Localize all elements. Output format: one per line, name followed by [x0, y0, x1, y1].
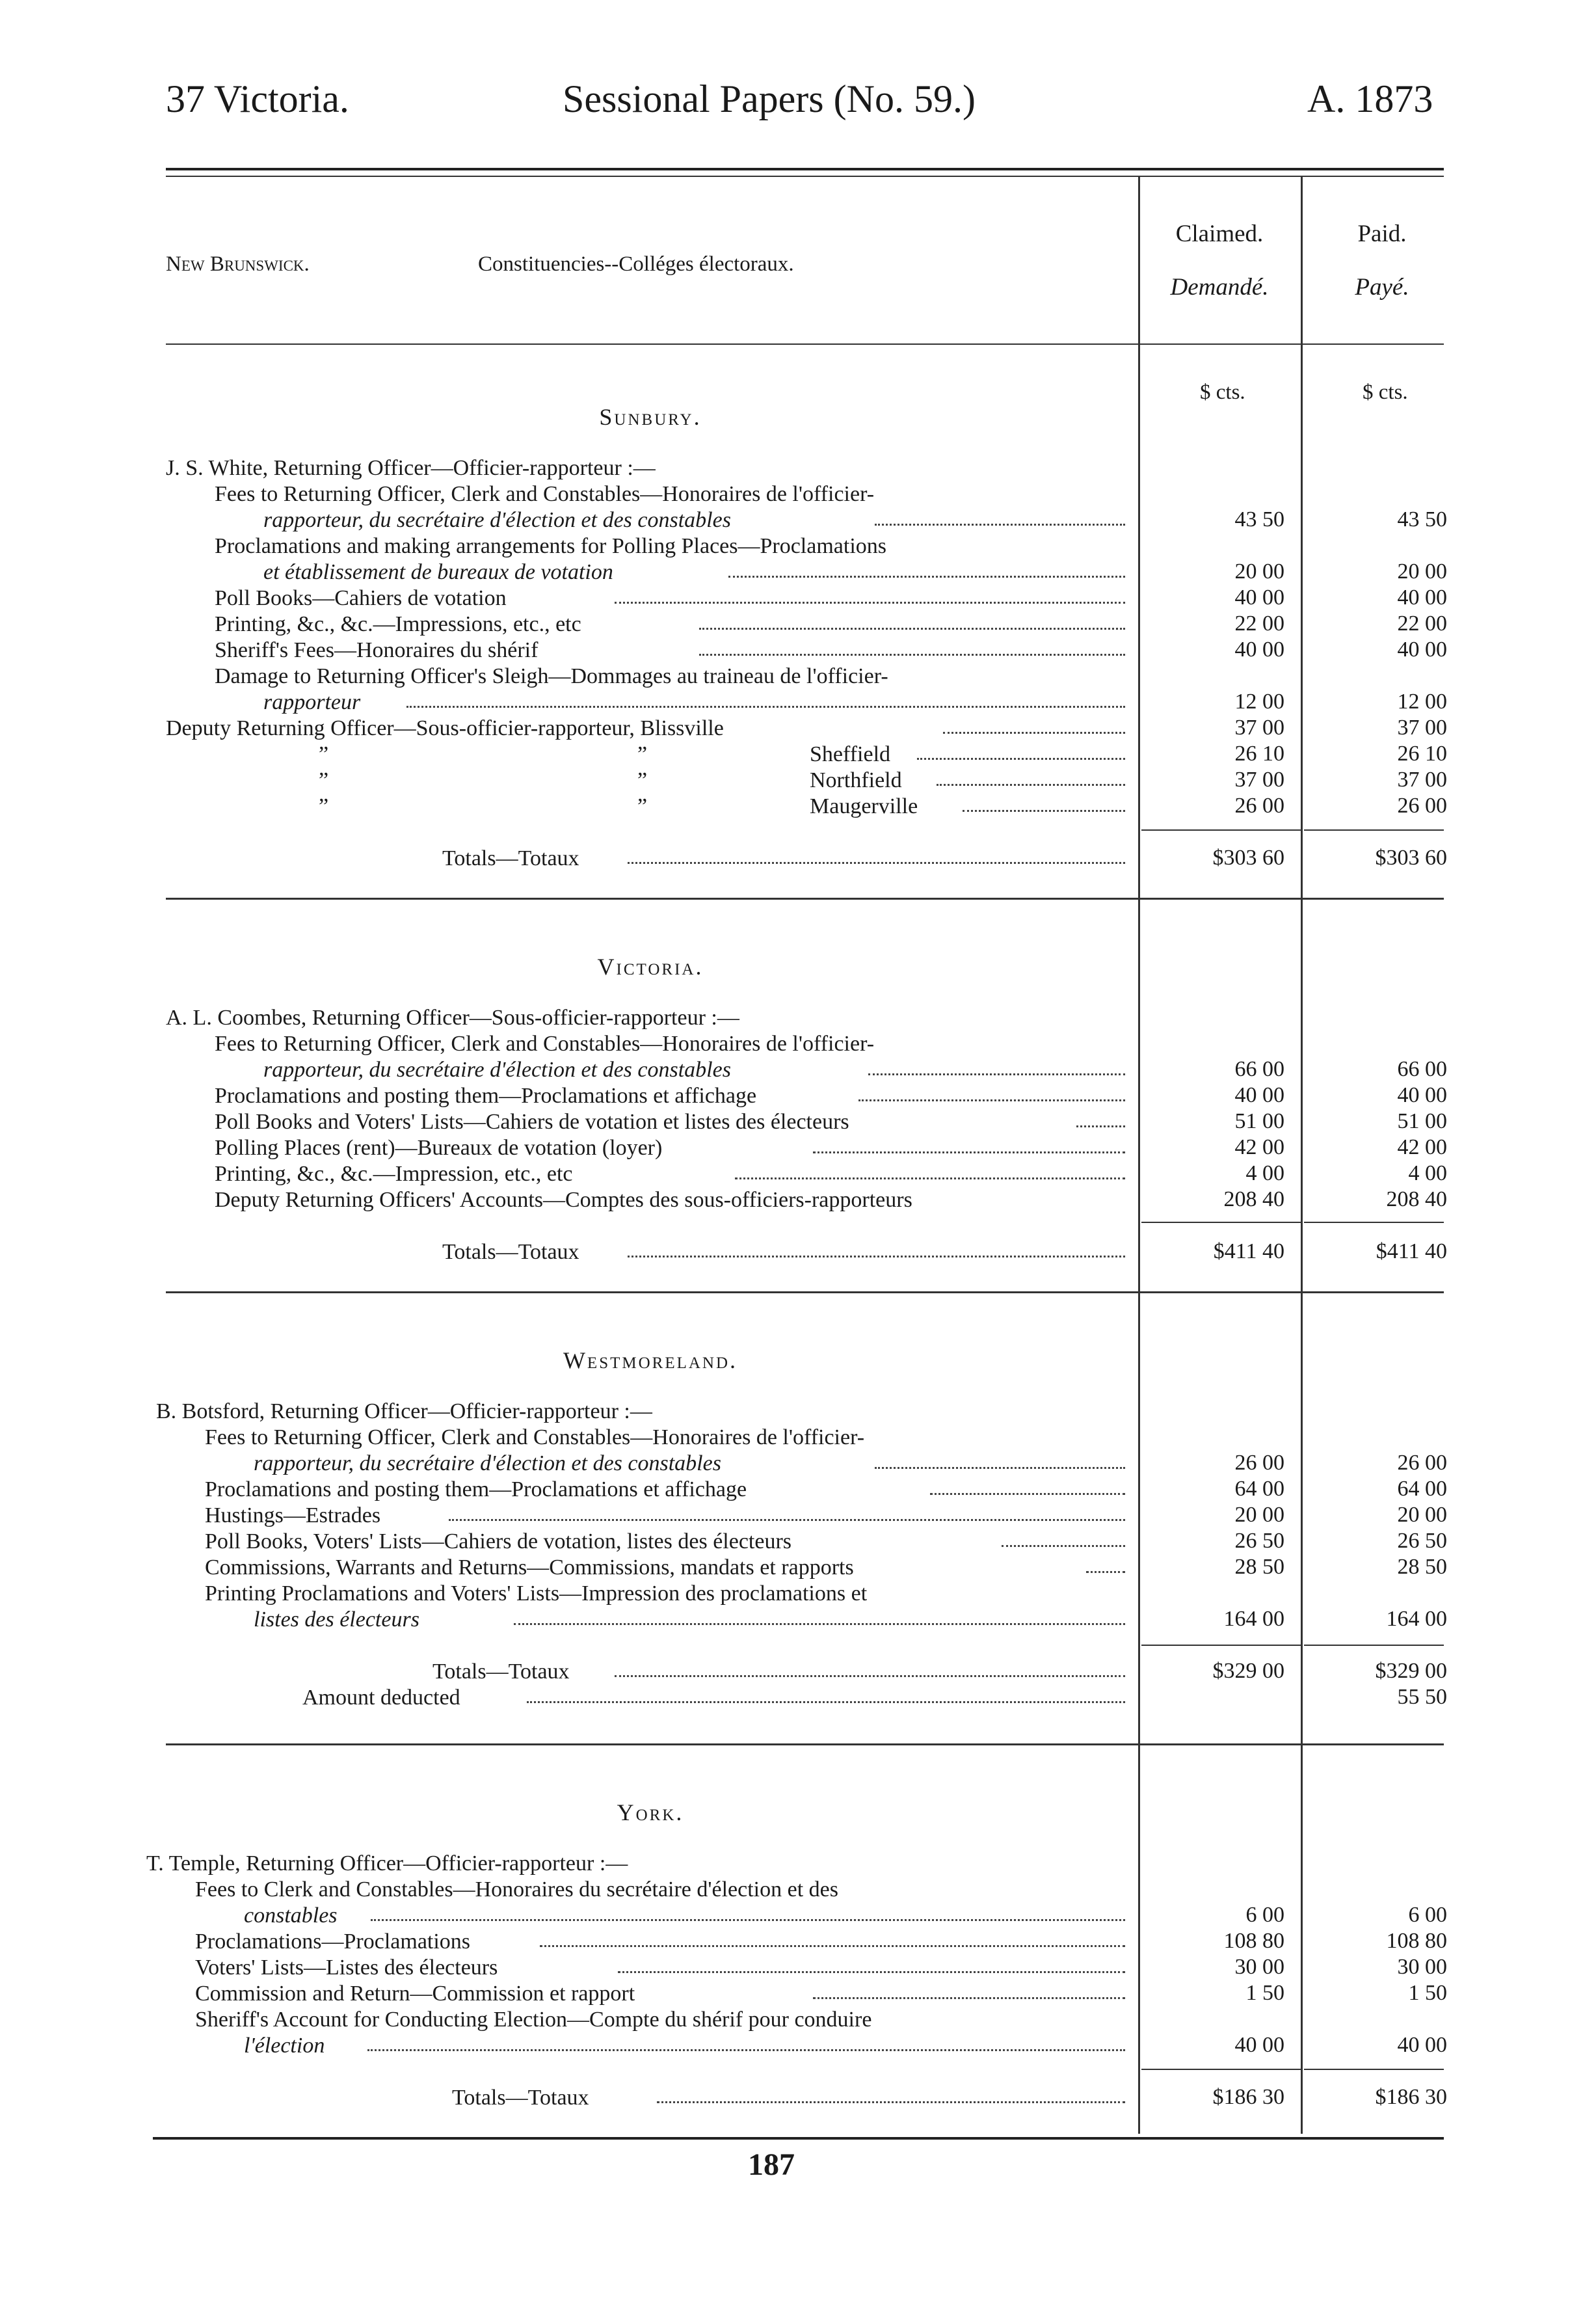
westmoreland-paid-2: 20 00: [1397, 1503, 1447, 1527]
sunbury-line-6b: rapporteur: [263, 690, 361, 714]
york-paid-0: 6 00: [1408, 1903, 1447, 1927]
col-divider-right: [1301, 176, 1303, 2134]
westmoreland-claimed-3: 26 50: [1234, 1529, 1284, 1553]
victoria-total-claimed: $411 40: [1213, 1239, 1284, 1263]
paid-heading-fr: Payé.: [1355, 274, 1409, 301]
leader-dots: [963, 810, 1125, 812]
leader-dots: [699, 628, 1125, 630]
leader-dots: [917, 758, 1125, 760]
york-line-1a: Fees to Clerk and Constables—Honoraires du secrétaire d'élection et des: [195, 1877, 838, 1902]
sum-rule: [1141, 2069, 1301, 2070]
currency-claimed: $ cts.: [1200, 381, 1245, 404]
sunbury-claimed-9: 26 00: [1234, 794, 1284, 818]
westmoreland-deducted-paid: 55 50: [1397, 1685, 1447, 1709]
victoria-paid-3: 42 00: [1397, 1135, 1447, 1159]
leader-dots: [1002, 1545, 1125, 1547]
section-title-york: York.: [617, 1799, 684, 1825]
york-line-1b: constables: [244, 1903, 338, 1928]
westmoreland-paid-1: 64 00: [1397, 1477, 1447, 1501]
york-claimed-0: 6 00: [1245, 1903, 1284, 1927]
victoria-claimed-3: 42 00: [1234, 1135, 1284, 1159]
victoria-line-2: Proclamations and posting them—Proclamations et affichage: [215, 1084, 757, 1108]
header-right: A. 1873: [1307, 77, 1433, 120]
westmoreland-total-paid: $329 00: [1375, 1659, 1447, 1683]
victoria-line-3: Poll Books and Voters' Lists—Cahiers de votation et listes des électeurs: [215, 1110, 849, 1134]
sunbury-totals-label: Totals—Totaux: [442, 846, 579, 870]
sum-rule: [1141, 829, 1301, 831]
section-rule: [166, 898, 1444, 900]
westmoreland-line-1b: rapporteur, du secrétaire d'élection et des constables: [254, 1451, 721, 1475]
victoria-line-1a: Fees to Returning Officer, Clerk and Constables—Honoraires de l'officier-: [215, 1032, 875, 1056]
sunbury-paid-0: 43 50: [1397, 507, 1447, 531]
victoria-line-4: Polling Places (rent)—Bureaux de votation (loyer): [215, 1136, 663, 1160]
sunbury-line-1b: rapporteur, du secrétaire d'élection et des constables: [263, 508, 731, 532]
sunbury-paid-1: 20 00: [1397, 559, 1447, 584]
leader-dots: [868, 1073, 1125, 1075]
section-rule: [166, 1743, 1444, 1745]
victoria-total-paid: $411 40: [1376, 1239, 1447, 1263]
victoria-line-1b: rapporteur, du secrétaire d'élection et des constables: [263, 1058, 731, 1082]
victoria-officer: A. L. Coombes, Returning Officer—Sous-officier-rapporteur :—: [166, 1006, 739, 1030]
westmoreland-line-1a: Fees to Returning Officer, Clerk and Constables—Honoraires de l'officier-: [205, 1425, 865, 1449]
sunbury-claimed-0: 43 50: [1234, 507, 1284, 531]
leader-dots: [371, 1919, 1125, 1921]
sum-rule: [1304, 829, 1444, 831]
top-rule-thin: [166, 176, 1444, 177]
victoria-paid-2: 51 00: [1397, 1109, 1447, 1133]
york-claimed-3: 1 50: [1245, 1981, 1284, 2005]
york-line-3: Voters' Lists—Listes des électeurs: [195, 1956, 498, 1980]
currency-paid: $ cts.: [1363, 381, 1408, 404]
victoria-paid-1: 40 00: [1397, 1083, 1447, 1107]
westmoreland-claimed-4: 28 50: [1234, 1555, 1284, 1579]
westmoreland-total-claimed: $329 00: [1212, 1659, 1284, 1683]
victoria-claimed-5: 208 40: [1223, 1187, 1284, 1211]
york-line-5b: l'élection: [244, 2034, 325, 2058]
leader-dots: [615, 602, 1125, 604]
sunbury-paid-2: 40 00: [1397, 585, 1447, 610]
top-rule: [166, 168, 1444, 170]
westmoreland-claimed-2: 20 00: [1234, 1503, 1284, 1527]
victoria-line-5: Printing, &c., &c.—Impression, etc., etc: [215, 1162, 573, 1186]
sunbury-claimed-5: 12 00: [1234, 690, 1284, 714]
westmoreland-claimed-0: 26 00: [1234, 1451, 1284, 1475]
sunbury-line-5: Sheriff's Fees—Honoraires du shérif: [215, 638, 539, 662]
section-title-sunbury: Sunbury.: [599, 404, 702, 430]
york-line-2: Proclamations—Proclamations: [195, 1929, 471, 1954]
col-divider-left: [1138, 176, 1140, 2134]
header-left: 37 Victoria.: [166, 77, 349, 120]
leader-dots: [875, 524, 1125, 526]
victoria-claimed-1: 40 00: [1234, 1083, 1284, 1107]
section-title-westmoreland: Westmoreland.: [563, 1347, 738, 1373]
sunbury-line-2a: Proclamations and making arrangements for Polling Places—Proclamations: [215, 534, 886, 558]
leader-dots: [615, 1675, 1125, 1677]
westmoreland-line-6b: listes des électeurs: [254, 1607, 419, 1632]
ditto-mark: ”: [319, 768, 329, 792]
ditto-mark: ”: [319, 794, 329, 818]
leader-dots: [699, 654, 1125, 656]
sunbury-paid-4: 40 00: [1397, 638, 1447, 662]
york-paid-2: 30 00: [1397, 1955, 1447, 1979]
leader-dots: [406, 706, 1125, 708]
victoria-paid-5: 208 40: [1386, 1187, 1447, 1211]
victoria-claimed-2: 51 00: [1234, 1109, 1284, 1133]
york-paid-4: 40 00: [1397, 2033, 1447, 2057]
york-claimed-4: 40 00: [1234, 2033, 1284, 2057]
sunbury-claimed-2: 40 00: [1234, 585, 1284, 610]
ditto-mark: ”: [637, 794, 648, 818]
leader-dots: [735, 1177, 1125, 1179]
header-center: Sessional Papers (No. 59.): [563, 77, 976, 120]
leader-dots: [628, 1256, 1125, 1257]
leader-dots: [628, 862, 1125, 864]
leader-dots: [618, 1971, 1125, 1973]
sunbury-line-1a: Fees to Returning Officer, Clerk and Constables—Honoraires de l'officier-: [215, 482, 875, 506]
sum-rule: [1304, 2069, 1444, 2070]
sunbury-officer: J. S. White, Returning Officer—Officier-rapporteur :—: [166, 456, 656, 480]
sunbury-claimed-7: 26 10: [1234, 742, 1284, 766]
sunbury-claimed-4: 40 00: [1234, 638, 1284, 662]
victoria-paid-4: 4 00: [1408, 1161, 1447, 1185]
sunbury-line-8: Sheffield: [810, 742, 891, 766]
westmoreland-paid-4: 28 50: [1397, 1555, 1447, 1579]
leader-dots: [813, 1997, 1125, 1999]
york-claimed-1: 108 80: [1223, 1929, 1284, 1953]
westmoreland-line-3: Hustings—Estrades: [205, 1503, 381, 1527]
york-paid-1: 108 80: [1386, 1929, 1447, 1953]
westmoreland-deducted-label: Amount deducted: [302, 1686, 460, 1710]
ditto-mark: ”: [637, 768, 648, 792]
sunbury-line-2b: et établissement de bureaux de votation: [263, 560, 613, 584]
sunbury-paid-7: 26 10: [1397, 742, 1447, 766]
york-paid-3: 1 50: [1408, 1981, 1447, 2005]
york-line-4: Commission and Return—Commission et rapport: [195, 1982, 635, 2006]
sum-rule: [1141, 1222, 1301, 1223]
paid-heading: Paid.: [1357, 221, 1407, 247]
westmoreland-line-5: Commissions, Warrants and Returns—Commissions, mandats et rapports: [205, 1555, 854, 1580]
sunbury-paid-9: 26 00: [1397, 794, 1447, 818]
westmoreland-paid-3: 26 50: [1397, 1529, 1447, 1553]
york-claimed-2: 30 00: [1234, 1955, 1284, 1979]
sunbury-claimed-8: 37 00: [1234, 768, 1284, 792]
header-rule: [166, 343, 1444, 345]
victoria-line-6: Deputy Returning Officers' Accounts—Comptes des sous-officiers-rapporteurs: [215, 1188, 912, 1212]
sunbury-paid-3: 22 00: [1397, 612, 1447, 636]
sum-rule: [1304, 1645, 1444, 1646]
york-total-claimed: $186 30: [1212, 2085, 1284, 2109]
leader-dots: [937, 784, 1125, 786]
westmoreland-paid-5: 164 00: [1386, 1607, 1447, 1631]
leader-dots: [367, 2049, 1125, 2051]
westmoreland-line-4: Poll Books, Voters' Lists—Cahiers de votation, listes des électeurs: [205, 1529, 792, 1553]
sunbury-claimed-3: 22 00: [1234, 612, 1284, 636]
leader-dots: [943, 732, 1125, 734]
westmoreland-claimed-1: 64 00: [1234, 1477, 1284, 1501]
leader-dots: [527, 1701, 1125, 1703]
leader-dots: [813, 1151, 1125, 1153]
leader-dots: [540, 1945, 1125, 1947]
victoria-claimed-0: 66 00: [1234, 1057, 1284, 1081]
ditto-mark: ”: [319, 742, 329, 766]
page-number: 187: [748, 2147, 795, 2182]
sunbury-line-6a: Damage to Returning Officer's Sleigh—Dommages au traineau de l'officier-: [215, 664, 888, 688]
sunbury-line-3: Poll Books—Cahiers de votation: [215, 586, 507, 610]
sunbury-claimed-1: 20 00: [1234, 559, 1284, 584]
victoria-claimed-4: 4 00: [1245, 1161, 1284, 1185]
york-total-paid: $186 30: [1375, 2085, 1447, 2109]
ditto-mark: ”: [637, 742, 648, 766]
westmoreland-officer: B. Botsford, Returning Officer—Officier-rapporteur :—: [156, 1399, 652, 1423]
york-totals-label: Totals—Totaux: [452, 2086, 589, 2110]
westmoreland-paid-0: 26 00: [1397, 1451, 1447, 1475]
bottom-rule: [153, 2137, 1444, 2140]
sum-rule: [1141, 1645, 1301, 1646]
leader-dots: [1086, 1571, 1125, 1573]
sunbury-total-paid: $303 60: [1375, 846, 1447, 870]
claimed-heading: Claimed.: [1175, 221, 1264, 247]
section-title-victoria: Victoria.: [597, 954, 704, 980]
sunbury-line-7: Deputy Returning Officer—Sous-officier-rapporteur, Blissville: [166, 716, 724, 740]
westmoreland-line-2: Proclamations and posting them—Proclamations et affichage: [205, 1477, 747, 1501]
sunbury-paid-6: 37 00: [1397, 716, 1447, 740]
sunbury-paid-8: 37 00: [1397, 768, 1447, 792]
leader-dots: [657, 2101, 1125, 2103]
sunbury-claimed-6: 37 00: [1234, 716, 1284, 740]
leader-dots: [728, 576, 1125, 578]
westmoreland-totals-label: Totals—Totaux: [432, 1660, 570, 1684]
york-officer: T. Temple, Returning Officer—Officier-rapporteur :—: [146, 1851, 628, 1876]
sunbury-total-claimed: $303 60: [1212, 846, 1284, 870]
victoria-paid-0: 66 00: [1397, 1057, 1447, 1081]
victoria-totals-label: Totals—Totaux: [442, 1240, 579, 1264]
sunbury-paid-5: 12 00: [1397, 690, 1447, 714]
sunbury-line-4: Printing, &c., &c.—Impressions, etc., etc: [215, 612, 581, 636]
leader-dots: [449, 1519, 1125, 1521]
leader-dots: [1076, 1125, 1125, 1127]
leader-dots: [514, 1623, 1125, 1625]
constituencies-heading: Constituencies--Colléges électoraux.: [478, 252, 794, 276]
sunbury-line-9: Northfield: [810, 768, 902, 792]
section-rule: [166, 1291, 1444, 1293]
westmoreland-line-6a: Printing Proclamations and Voters' Lists—Impression des proclamations et: [205, 1581, 868, 1606]
sum-rule: [1304, 1222, 1444, 1223]
leader-dots: [875, 1467, 1125, 1469]
sunbury-line-10: Maugerville: [810, 794, 918, 818]
claimed-heading-fr: Demandé.: [1170, 274, 1269, 301]
york-line-5a: Sheriff's Account for Conducting Election—Compte du shérif pour conduire: [195, 2008, 872, 2032]
province-heading: New Brunswick.: [166, 252, 310, 276]
leader-dots: [858, 1099, 1125, 1101]
leader-dots: [930, 1493, 1125, 1495]
westmoreland-claimed-5: 164 00: [1223, 1607, 1284, 1631]
